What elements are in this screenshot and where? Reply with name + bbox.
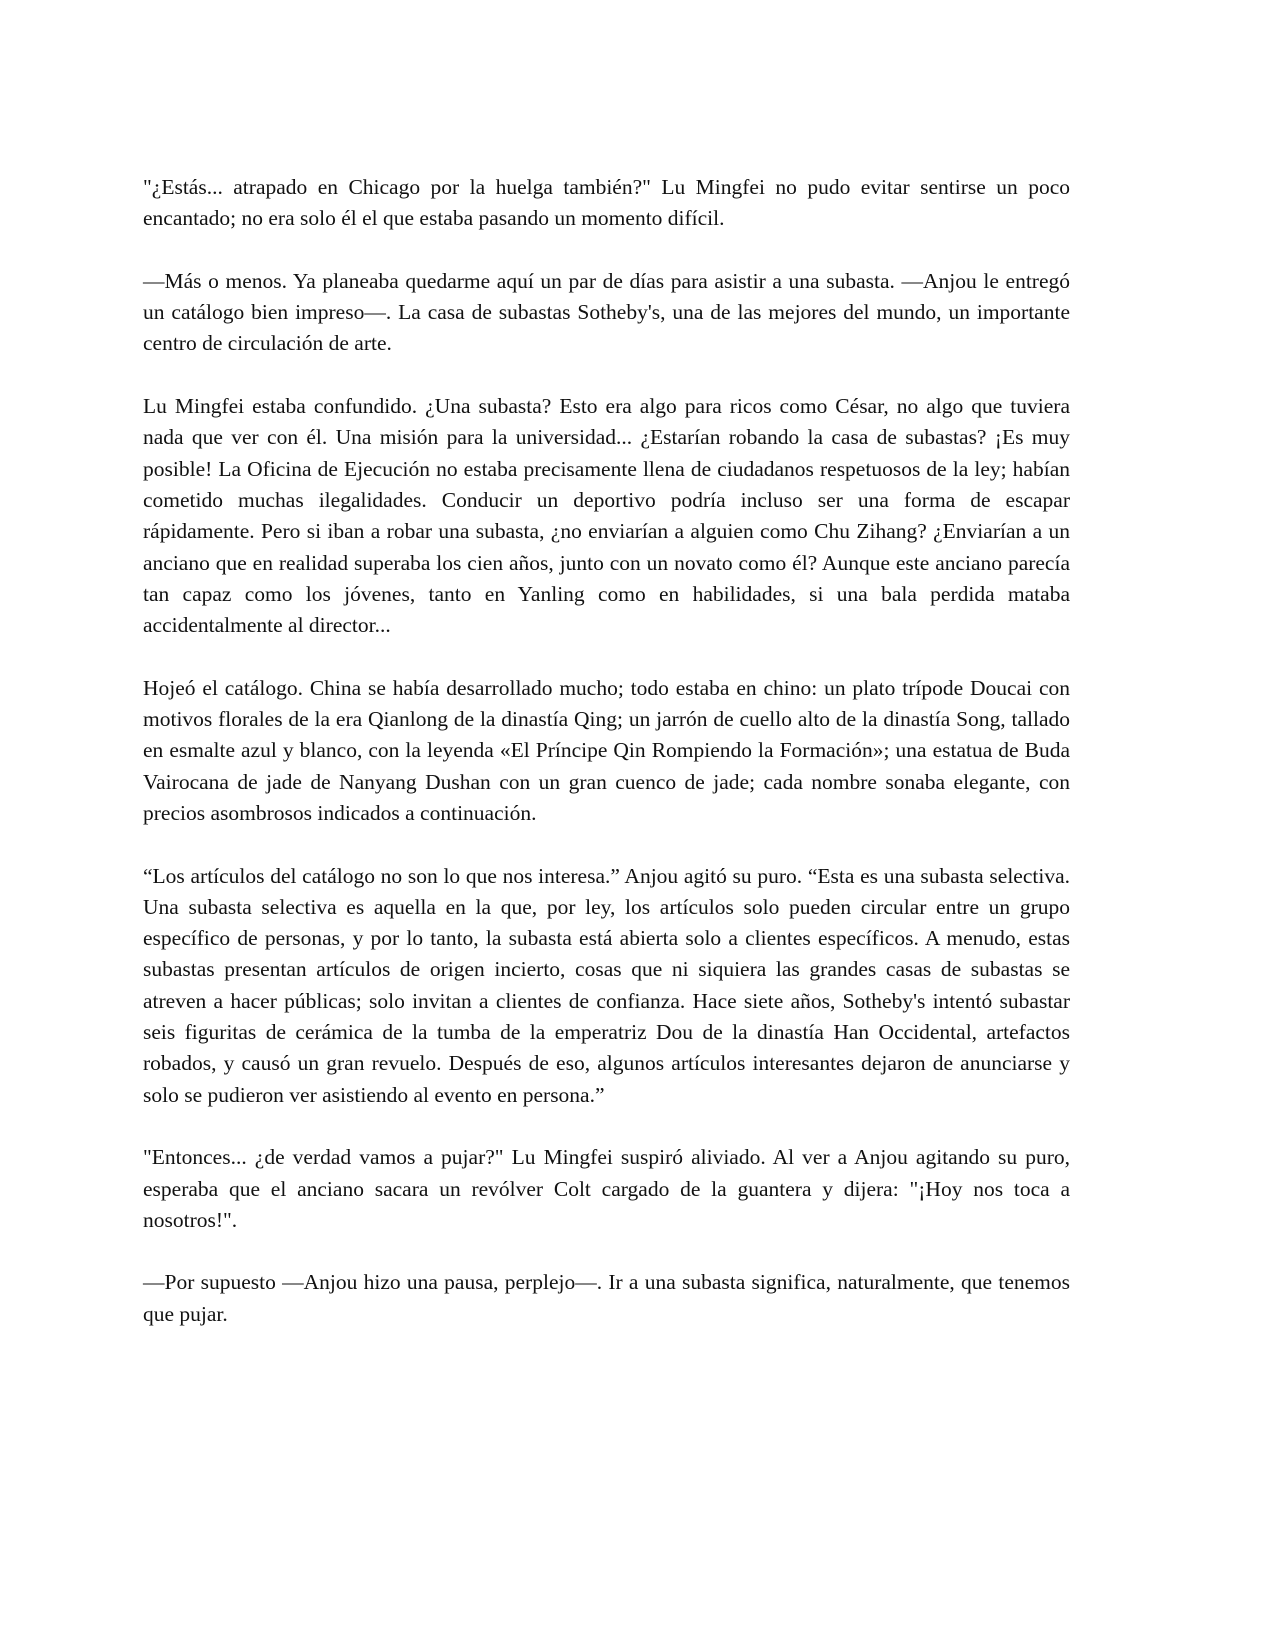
paragraph: Hojeó el catálogo. China se había desarrollado mucho; todo estaba en chino: un plato trípode Doucai con motivos florales de la era Qianlong de la dinastía Qing; un jarrón de cuello alto de la dinastía Song, tallado en esmalte azul y blanco, con la leyenda «El Príncipe Qin Rompiendo la Formación»; una estatua de Buda Vairocana de jade de Nanyang Dushan con un gran cuenco de jade; cada nombre sonaba elegante, con precios asombrosos indicados a continuación. bbox=[143, 675, 1070, 825]
paragraph: —Por supuesto —Anjou hizo una pausa, perplejo—. Ir a una subasta significa, naturalmente, que tenemos que pujar. bbox=[143, 1270, 1070, 1326]
paragraph: Lu Mingfei estaba confundido. ¿Una subasta? Esto era algo para ricos como César, no algo que tuviera nada que ver con él. Una misión para la universidad... ¿Estarían robando la casa de subastas? ¡Es muy posible! La Oficina de Ejecución no estaba precisamente llena de ciudadanos respetuosos de la ley; habían cometido muchas ilegalidades. Conducir un deportivo podría incluso ser una forma de escapar rápidamente. Pero si iban a robar una subasta, ¿no enviarían a alguien como Chu Zihang? ¿Enviarían a un anciano que en realidad superaba los cien años, junto con un novato como él? Aunque este anciano parecía tan capaz como los jóvenes, tanto en Yanling como en habilidades, si una bala perdida mataba accidentalmente al director... bbox=[143, 394, 1070, 638]
paragraph: "¿Estás... atrapado en Chicago por la huelga también?" Lu Mingfei no pudo evitar sentirse un poco encantado; no era solo él el que estaba pasando un momento difícil. bbox=[143, 175, 1070, 231]
paragraph: “Los artículos del catálogo no son lo que nos interesa.” Anjou agitó su puro. “Esta es una subasta selectiva. Una subasta selectiva es aquella en la que, por ley, los artículos solo pueden circular entre un grupo específico de personas, y por lo tanto, la subasta está abierta solo a clientes específicos. A menudo, estas subastas presentan artículos de origen incierto, cosas que ni siquiera las grandes casas de subastas se atreven a hacer públicas; solo invitan a clientes de confianza. Hace siete años, Sotheby's intentó subastar seis figuritas de cerámica de la tumba de la emperatriz Dou de la dinastía Han Occidental, artefactos robados, y causó un gran revuelo. Después de eso, algunos artículos interesantes dejaron de anunciarse y solo se pudieron ver asistiendo al evento en persona.” bbox=[143, 863, 1070, 1107]
paragraph: —Más o menos. Ya planeaba quedarme aquí un par de días para asistir a una subasta. —Anjou le entregó un catálogo bien impreso—. La casa de subastas Sotheby's, una de las mejores del mundo, un importante centro de circulación de arte. bbox=[143, 268, 1070, 356]
paragraph: "Entonces... ¿de verdad vamos a pujar?" Lu Mingfei suspiró aliviado. Al ver a Anjou agitando su puro, esperaba que el anciano sacara un revólver Colt cargado de la guantera y dijera: "¡Hoy nos toca a nosotros!". bbox=[143, 1145, 1070, 1232]
document-page bbox=[143, 172, 1070, 1330]
